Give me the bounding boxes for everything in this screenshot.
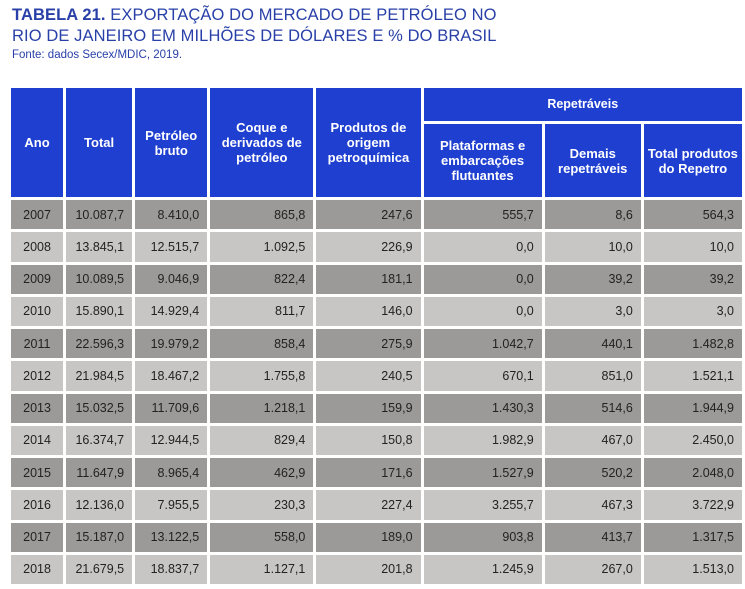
cell-demais: 39,2: [545, 265, 641, 294]
cell-petroquimica: 227,4: [316, 490, 420, 519]
cell-petroleo-bruto: 12.515,7: [135, 232, 207, 261]
cell-demais: 413,7: [545, 523, 641, 552]
cell-total-repetro: 1.317,5: [644, 523, 742, 552]
table-row: [11, 490, 742, 519]
table-row: [11, 329, 742, 358]
table-row: [11, 200, 742, 229]
cell-petroquimica: 201,8: [316, 555, 420, 584]
cell-year: 2009: [11, 265, 63, 294]
cell-petroquimica: 181,1: [316, 265, 420, 294]
cell-coque: 558,0: [210, 523, 313, 552]
header-coque: Coque e derivados de petróleo: [210, 88, 313, 197]
cell-petroleo-bruto: 14.929,4: [135, 297, 207, 326]
cell-plataformas: 3.255,7: [424, 490, 542, 519]
cell-plataformas: 903,8: [424, 523, 542, 552]
cell-coque: 230,3: [210, 490, 313, 519]
cell-demais: 10,0: [545, 232, 641, 261]
cell-plataformas: 555,7: [424, 200, 542, 229]
table-row: [11, 232, 742, 261]
cell-plataformas: 1.430,3: [424, 394, 542, 423]
cell-total: 21.679,5: [66, 555, 132, 584]
cell-year: 2015: [11, 458, 63, 487]
cell-coque: 1.092,5: [210, 232, 313, 261]
cell-demais: 514,6: [545, 394, 641, 423]
cell-petroleo-bruto: 19.979,2: [135, 329, 207, 358]
cell-demais: 520,2: [545, 458, 641, 487]
table-row: [11, 297, 742, 326]
cell-year: 2012: [11, 361, 63, 390]
cell-total-repetro: 2.450,0: [644, 426, 742, 455]
cell-petroquimica: 189,0: [316, 523, 420, 552]
cell-petroleo-bruto: 18.467,2: [135, 361, 207, 390]
cell-coque: 865,8: [210, 200, 313, 229]
cell-total-repetro: 2.048,0: [644, 458, 742, 487]
cell-petroquimica: 159,9: [316, 394, 420, 423]
cell-total: 22.596,3: [66, 329, 132, 358]
cell-total-repetro: 1.482,8: [644, 329, 742, 358]
cell-total: 16.374,7: [66, 426, 132, 455]
cell-total: 21.984,5: [66, 361, 132, 390]
cell-demais: 467,0: [545, 426, 641, 455]
cell-petroleo-bruto: 8.965,4: [135, 458, 207, 487]
header-petroleo-bruto: Petróleo bruto: [135, 88, 207, 197]
cell-coque: 1.218,1: [210, 394, 313, 423]
cell-total: 12.136,0: [66, 490, 132, 519]
cell-demais: 267,0: [545, 555, 641, 584]
header-petroquimica: Produtos de origem petroquímica: [316, 88, 420, 197]
cell-total: 10.089,5: [66, 265, 132, 294]
cell-demais: 467,3: [545, 490, 641, 519]
cell-plataformas: 670,1: [424, 361, 542, 390]
cell-coque: 822,4: [210, 265, 313, 294]
table-row: [11, 426, 742, 455]
cell-year: 2017: [11, 523, 63, 552]
cell-petroquimica: 247,6: [316, 200, 420, 229]
table-row: [11, 265, 742, 294]
cell-plataformas: 1.982,9: [424, 426, 542, 455]
cell-petroleo-bruto: 7.955,5: [135, 490, 207, 519]
cell-year: 2008: [11, 232, 63, 261]
cell-year: 2014: [11, 426, 63, 455]
cell-year: 2018: [11, 555, 63, 584]
cell-total-repetro: 3,0: [644, 297, 742, 326]
cell-total: 15.187,0: [66, 523, 132, 552]
cell-petroquimica: 240,5: [316, 361, 420, 390]
cell-petroquimica: 146,0: [316, 297, 420, 326]
cell-plataformas: 0,0: [424, 232, 542, 261]
cell-total-repetro: 1.513,0: [644, 555, 742, 584]
header-total-repetro: Total produtos do Repetro: [644, 124, 742, 197]
cell-total: 13.845,1: [66, 232, 132, 261]
cell-total-repetro: 39,2: [644, 265, 742, 294]
cell-year: 2013: [11, 394, 63, 423]
source-note: Fonte: dados Secex/MDIC, 2019.: [12, 49, 183, 61]
cell-coque: 858,4: [210, 329, 313, 358]
cell-petroleo-bruto: 13.122,5: [135, 523, 207, 552]
cell-petroleo-bruto: 18.837,7: [135, 555, 207, 584]
cell-demais: 3,0: [545, 297, 641, 326]
cell-plataformas: 0,0: [424, 297, 542, 326]
cell-total-repetro: 10,0: [644, 232, 742, 261]
table-row: [11, 361, 742, 390]
cell-year: 2011: [11, 329, 63, 358]
header-plataformas: Plataformas e embarcações flutuantes: [424, 124, 542, 197]
header-ano: Ano: [11, 88, 63, 197]
cell-total-repetro: 3.722,9: [644, 490, 742, 519]
cell-total: 11.647,9: [66, 458, 132, 487]
cell-year: 2007: [11, 200, 63, 229]
header-demais: Demais repetráveis: [545, 124, 641, 197]
cell-year: 2016: [11, 490, 63, 519]
table-number: TABELA 21.: [12, 6, 106, 24]
cell-petroleo-bruto: 9.046,9: [135, 265, 207, 294]
cell-petroleo-bruto: 11.709,6: [135, 394, 207, 423]
cell-plataformas: 1.527,9: [424, 458, 542, 487]
table-row: [11, 555, 742, 584]
table-row: [11, 394, 742, 423]
cell-total: 15.890,1: [66, 297, 132, 326]
cell-plataformas: 1.042,7: [424, 329, 542, 358]
cell-coque: 1.127,1: [210, 555, 313, 584]
cell-coque: 462,9: [210, 458, 313, 487]
cell-total-repetro: 1.944,9: [644, 394, 742, 423]
header-repetraveis: Repetráveis: [424, 88, 742, 121]
cell-petroquimica: 226,9: [316, 232, 420, 261]
title-line-2: RIO DE JANEIRO EM MILHÕES DE DÓLARES E % DO BRASIL: [12, 27, 497, 45]
cell-petroleo-bruto: 8.410,0: [135, 200, 207, 229]
cell-petroquimica: 150,8: [316, 426, 420, 455]
title-line-1: EXPORTAÇÃO DO MERCADO DE PETRÓLEO NO: [110, 6, 497, 24]
cell-petroquimica: 171,6: [316, 458, 420, 487]
cell-petroleo-bruto: 12.944,5: [135, 426, 207, 455]
cell-plataformas: 0,0: [424, 265, 542, 294]
cell-total: 15.032,5: [66, 394, 132, 423]
cell-coque: 1.755,8: [210, 361, 313, 390]
table-row: [11, 523, 742, 552]
cell-coque: 829,4: [210, 426, 313, 455]
cell-plataformas: 1.245,9: [424, 555, 542, 584]
table-title: [12, 5, 732, 47]
cell-year: 2010: [11, 297, 63, 326]
cell-demais: 8,6: [545, 200, 641, 229]
cell-petroquimica: 275,9: [316, 329, 420, 358]
cell-total-repetro: 564,3: [644, 200, 742, 229]
cell-demais: 851,0: [545, 361, 641, 390]
header-total: Total: [66, 88, 132, 197]
cell-total: 10.087,7: [66, 200, 132, 229]
export-table: [8, 85, 745, 587]
cell-total-repetro: 1.521,1: [644, 361, 742, 390]
cell-coque: 811,7: [210, 297, 313, 326]
table-row: [11, 458, 742, 487]
cell-demais: 440,1: [545, 329, 641, 358]
